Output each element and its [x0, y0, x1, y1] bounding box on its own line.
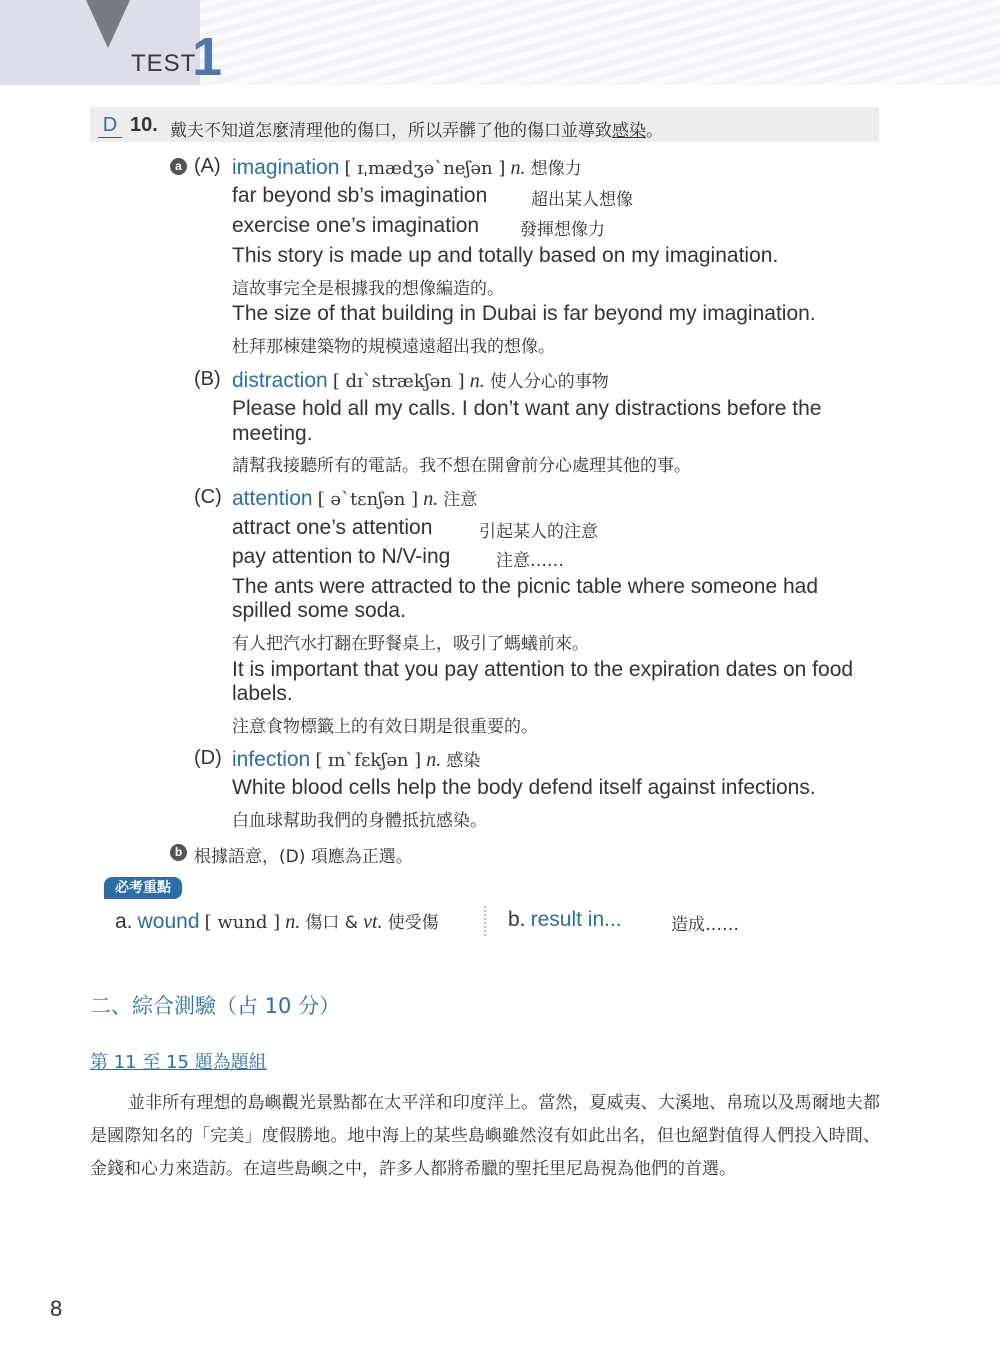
answer-letter: D [98, 114, 122, 138]
option-c-phrase-2: pay attention to N/V-ing [232, 545, 451, 568]
group-title: 第 11 至 15 題為題組 [90, 1052, 267, 1073]
option-b-headword: distraction [ dɪˋstrækʃən ] n. 使人分心的事物 [232, 369, 609, 392]
option-c-example-1-line-2: spilled some soda. [232, 599, 406, 622]
option-d-label: (D) [194, 747, 222, 769]
key-point-a: a. wound [ wund ] n. 傷口 & vt. 使受傷 [115, 910, 439, 933]
option-c-label: (C) [194, 486, 222, 508]
option-c-example-1-line-1: The ants were attracted to the picnic table where someone had [232, 575, 819, 598]
question-text: 戴夫不知道怎麼清理他的傷口，所以弄髒了他的傷口並導致感染。 [170, 121, 663, 141]
reading-paragraph: 並非所有理想的島嶼觀光景點都在太平洋和印度洋上。當然，夏威夷、大溪地、帛琉以及馬爾地夫都是國際知名的「完美」度假勝地。地中海上的某些島嶼雖然沒有如此出名，但也絕對值得人們投入時間、金錢和心力來造訪。在這些島嶼之中，許多人都將希臘的聖托里尼島視為他們的首選。 [90, 1093, 880, 1179]
note-b-text: 根據語意，(D) 項應為正選。 [194, 847, 413, 867]
option-a-example-2: The size of that building in Dubai is far beyond my imagination. [232, 302, 816, 325]
option-d-headword: infection [ ɪnˋfɛkʃən ] n. 感染 [232, 748, 481, 771]
option-a-phrase-1-zh: 超出某人想像 [531, 190, 633, 210]
section-title: 二、綜合測驗（占 10 分） [90, 994, 341, 1018]
option-c-phrase-1-zh: 引起某人的注意 [479, 522, 598, 542]
note-a-marker-icon: a [170, 158, 187, 175]
page-number: 8 [50, 1296, 63, 1321]
key-point-b-meaning: 造成…… [671, 915, 739, 935]
test-number: 1 [192, 27, 223, 87]
question-number: 10. [130, 114, 158, 136]
option-a-label: (A) [194, 155, 221, 177]
key-points-divider [484, 906, 486, 936]
test-label: TEST [131, 50, 197, 77]
option-c-headword: attention [ əˋtɛnʃən ] n. 注意 [232, 487, 478, 510]
option-c-example-1-zh: 有人把汽水打翻在野餐桌上，吸引了螞蟻前來。 [232, 634, 589, 654]
key-points-badge: 必考重點 [104, 877, 182, 899]
option-d-example-1-zh: 白血球幫助我們的身體抵抗感染。 [232, 811, 487, 831]
option-a-phrase-1: far beyond sb’s imagination [232, 184, 488, 207]
header-triangle-icon [86, 0, 130, 48]
option-b-example-1-line-2: meeting. [232, 422, 313, 445]
option-c-phrase-2-zh: 注意…… [496, 551, 564, 571]
option-b-example-1-zh: 請幫我接聽所有的電話。我不想在開會前分心處理其他的事。 [232, 456, 691, 476]
key-point-b: b. result in... [508, 908, 622, 931]
option-a-example-1: This story is made up and totally based on my imagination. [232, 244, 779, 267]
option-b-label: (B) [194, 368, 221, 390]
option-a-phrase-2: exercise one’s imagination [232, 214, 480, 237]
option-c-example-2-line-1: It is important that you pay attention to the expiration dates on food [232, 658, 854, 681]
option-a-example-1-zh: 這故事完全是根據我的想像編造的。 [232, 279, 504, 299]
option-a-headword: imagination [ ɪˌmædʒəˋneʃən ] n. 想像力 [232, 156, 582, 179]
option-d-example-1: White blood cells help the body defend itself against infections. [232, 776, 816, 799]
option-b-example-1-line-1: Please hold all my calls. I don’t want any distractions before the [232, 397, 822, 420]
option-a-example-2-zh: 杜拜那棟建築物的規模遠遠超出我的想像。 [232, 337, 555, 357]
option-c-phrase-1: attract one’s attention [232, 516, 433, 539]
option-c-example-2-line-2: labels. [232, 682, 293, 705]
option-a-phrase-2-zh: 發揮想像力 [520, 220, 605, 240]
note-b-marker-icon: b [170, 844, 187, 861]
option-c-example-2-zh: 注意食物標籤上的有效日期是很重要的。 [232, 717, 538, 737]
